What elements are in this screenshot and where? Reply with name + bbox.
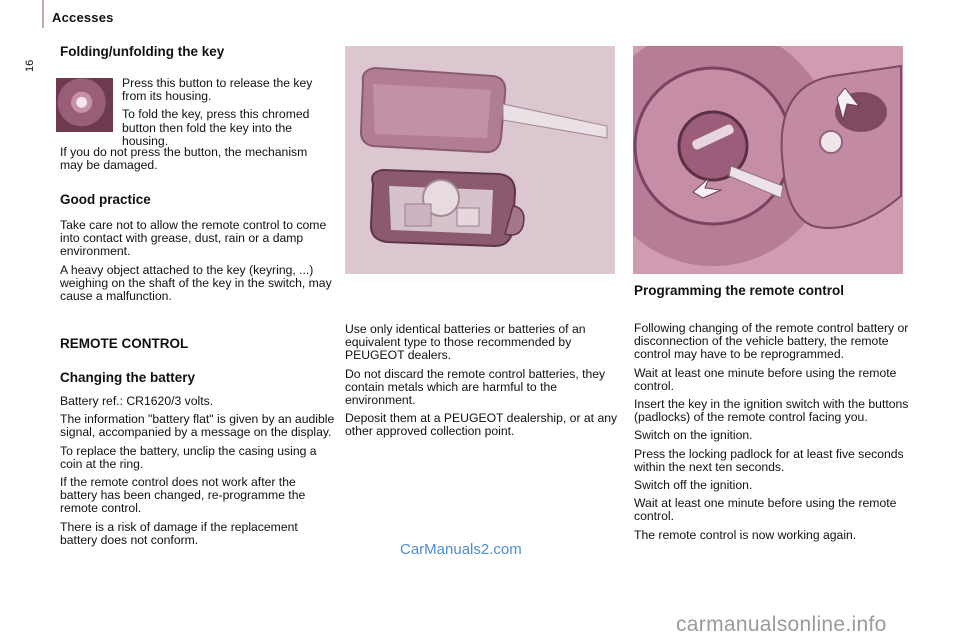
programming-paragraph: Wait at least one minute before using the remote control. [634,365,897,393]
programming-paragraph: Press the locking padlock for at least five seconds within the next ten seconds. [634,446,904,474]
good-practice-paragraph: A heavy object attached to the key (keyring, ...) weighing on the shaft of the key in the switch, may cause a malfunction. [60,262,332,304]
disposal-paragraph: Do not discard the remote control batteries, they contain metals which are harmful to the environment. [345,366,606,408]
section-label: Accesses [52,10,114,25]
folding-warning [60,146,330,172]
programming-paragraph: Following changing of the remote control battery or disconnection of the vehicle battery, the remote control may have to be reprogrammed. [634,321,909,362]
battery-paragraph: There is a risk of damage if the replacement battery does not conform. [60,519,298,547]
battery-paragraph: Battery ref.: CR1620/3 volts. [60,394,214,408]
good-practice-text [60,219,335,303]
section-rule [42,0,44,28]
folding-paragraph: To fold the key, press this chromed button then fold the key into the housing. [122,107,310,148]
battery-paragraph: The information "battery flat" is given by an audible signal, accompanied by a message on the display. [60,412,335,440]
folding-warning-text: If you do not press the button, the mechanism may be damaged. [60,145,308,173]
good-practice-paragraph: Take care not to allow the remote control to come into contact with grease, dust, rain or a damp environment. [60,218,327,259]
watermark-carmanuals: CarManuals2.com [400,541,522,558]
programming-paragraph: Switch on the ignition. [634,428,753,443]
programming-paragraph: The remote control is now working again. [634,527,857,542]
page-number: 16 [24,59,36,72]
programming-paragraph: Wait at least one minute before using the remote control. [634,496,897,524]
battery-paragraph: To replace the battery, unclip the casing using a coin at the ring. [60,443,317,471]
disposal-paragraph: Use only identical batteries or batteries of an equivalent type to those recommended by PEUGEOT dealers. [345,322,586,363]
watermark-carmanualsonline: carmanualsonline.info [676,613,887,636]
ignition-key-illustration [633,46,903,274]
battery-paragraph: If the remote control does not work after the battery has been changed, re-programme the remote control. [60,475,306,516]
folding-title: Folding/unfolding the key [60,44,225,59]
disposal-paragraph: Deposit them at a PEUGEOT dealership, or at any other approved collection point. [345,411,618,439]
battery-title: Changing the battery [60,370,196,385]
folding-paragraph: Press this button to release the key from its housing. [122,76,313,104]
battery-text [60,395,335,547]
programming-title: Programming the remote control [634,283,845,298]
battery-illustration [345,46,615,274]
disposal-text [345,323,625,439]
programming-paragraph: Switch off the ignition. [634,478,753,493]
key-button-photo [56,78,113,132]
good-practice-title: Good practice [60,192,151,207]
remote-control-title: REMOTE CONTROL [60,336,189,351]
programming-text [634,322,919,542]
folding-text [122,77,337,148]
programming-paragraph: Insert the key in the ignition switch with the buttons (padlocks) of the remote control facing you. [634,397,909,425]
